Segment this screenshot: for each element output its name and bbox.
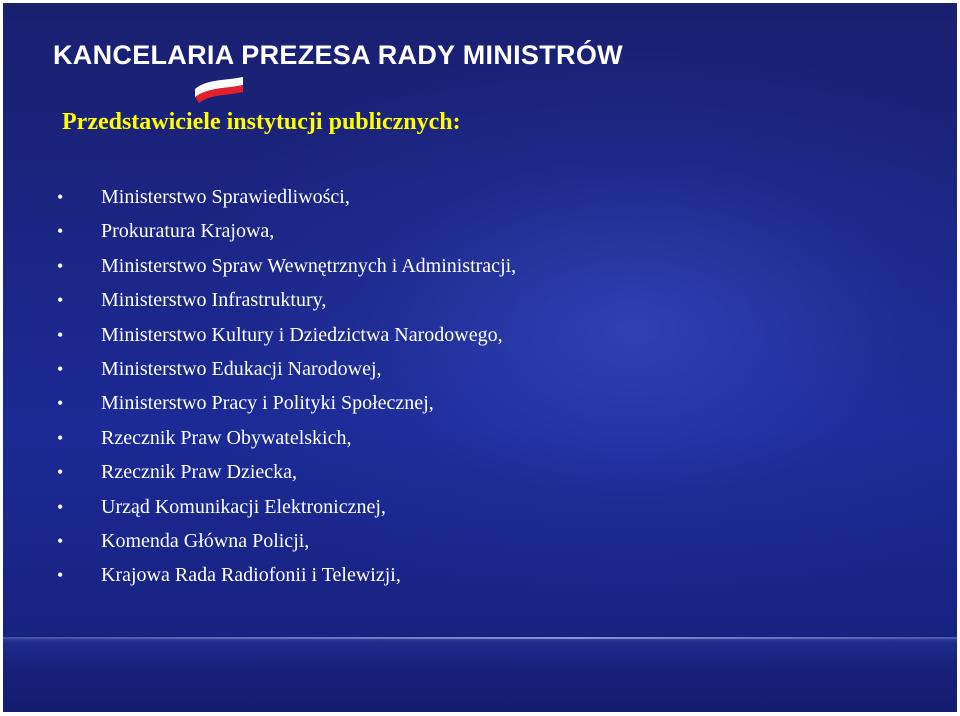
bullet-icon: • [57, 290, 64, 311]
list-item-label: Prokuratura Krajowa, [101, 220, 275, 243]
list-item-label: Ministerstwo Kultury i Dziedzictwa Narodowego, [101, 323, 503, 346]
bullet-icon: • [57, 221, 64, 242]
list-item-label: Komenda Główna Policji, [101, 529, 310, 552]
list-item-label: Urząd Komunikacji Elektronicznej, [101, 495, 386, 518]
list-item-label: Ministerstwo Spraw Wewnętrznych i Administracji, [101, 254, 517, 277]
bullet-icon: • [57, 255, 64, 276]
presentation-slide [3, 3, 957, 712]
list-item-label: Ministerstwo Sprawiedliwości, [101, 186, 350, 208]
list-item-label: Rzecznik Praw Obywatelskich, [101, 426, 352, 449]
footer-divider [3, 637, 957, 639]
bullet-icon: • [57, 530, 64, 551]
bullet-icon: • [57, 462, 64, 483]
list-item-label: Ministerstwo Edukacji Narodowej, [101, 357, 382, 380]
bullet-icon: • [57, 427, 64, 448]
footer-band [3, 637, 957, 712]
slide-title: Przedstawiciele instytucji publicznych: [62, 109, 461, 135]
bullet-icon: • [57, 393, 64, 414]
organization-header: KANCELARIA PREZESA RADY MINISTRÓW [53, 40, 623, 70]
list-item-label: Krajowa Rada Radiofonii i Telewizji, [101, 564, 401, 587]
bullet-icon: • [57, 187, 64, 207]
bullet-icon: • [57, 324, 64, 345]
bullet-icon: • [57, 496, 64, 517]
bullet-icon: • [57, 358, 64, 379]
list-item-label: Ministerstwo Pracy i Polityki Społecznej, [101, 392, 434, 415]
list-item-label: Ministerstwo Infrastruktury, [101, 289, 327, 312]
list-item-label: Rzecznik Praw Dziecka, [101, 461, 298, 484]
polish-flag-ribbon-icon [193, 75, 245, 105]
bullet-icon: • [57, 565, 64, 586]
